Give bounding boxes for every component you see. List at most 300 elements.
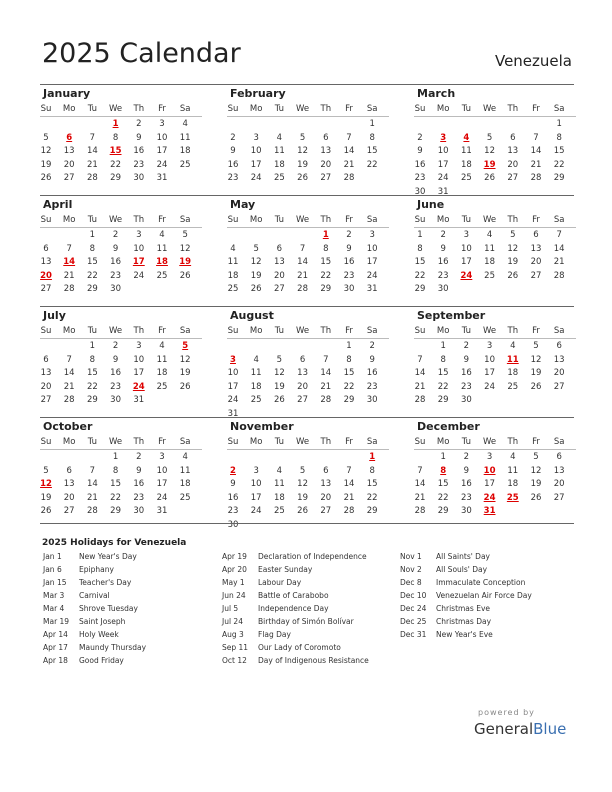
day: 3 xyxy=(159,452,165,462)
weekday-header: Fr xyxy=(532,215,540,225)
day: 1 xyxy=(440,452,446,462)
day: 27 xyxy=(40,395,52,405)
day: 21 xyxy=(86,492,98,503)
weekday-header: Sa xyxy=(553,104,565,114)
holiday-name: Immaculate Conception xyxy=(436,578,526,587)
day: 11 xyxy=(250,368,262,378)
weekday-header: Mo xyxy=(62,104,76,114)
month-november xyxy=(227,418,389,528)
day: 12 xyxy=(273,368,285,378)
day: 30 xyxy=(437,284,449,294)
month-row xyxy=(40,306,574,417)
day: 13 xyxy=(553,465,565,476)
day: 16 xyxy=(366,368,378,378)
holiday-date: Dec 10 xyxy=(400,591,427,600)
day: 7 xyxy=(89,132,96,143)
day: 6 xyxy=(556,341,562,351)
holiday-name: Saint Joseph xyxy=(79,617,126,626)
day: 17 xyxy=(484,368,495,378)
day: 30 xyxy=(460,395,472,405)
day: 3 xyxy=(253,132,259,143)
day: 4 xyxy=(182,452,188,462)
month-may xyxy=(227,196,389,306)
day: 1 xyxy=(112,452,119,462)
holiday-day: 17 xyxy=(132,257,145,267)
day: 7 xyxy=(533,132,539,143)
day: 7 xyxy=(417,465,423,476)
month-name: July xyxy=(43,309,66,322)
day: 26 xyxy=(297,506,308,516)
day: 6 xyxy=(66,465,72,476)
day: 5 xyxy=(182,230,188,240)
day: 10 xyxy=(156,132,168,143)
weekday-divider xyxy=(40,116,202,117)
day: 23 xyxy=(460,381,472,392)
holiday-name: Good Friday xyxy=(79,656,124,665)
day: 31 xyxy=(156,173,168,183)
weekday-header: Sa xyxy=(366,326,378,336)
weekday-divider xyxy=(227,449,389,450)
day: 20 xyxy=(530,257,542,267)
holiday-name: Carnival xyxy=(79,591,110,600)
day: 4 xyxy=(510,341,516,351)
day: 11 xyxy=(156,243,168,254)
day: 16 xyxy=(227,492,239,503)
day: 24 xyxy=(156,159,168,170)
holiday-day: 3 xyxy=(230,354,236,365)
day: 4 xyxy=(276,465,283,476)
weekday-header: Th xyxy=(507,326,519,336)
holidays-title: 2025 Holidays for Venezuela xyxy=(42,538,187,548)
day: 4 xyxy=(510,452,516,462)
day: 3 xyxy=(486,341,493,351)
weekday-header: Th xyxy=(320,215,332,225)
day: 12 xyxy=(297,146,308,156)
holiday-name: New Year's Eve xyxy=(436,630,493,639)
weekday-header: Su xyxy=(40,437,52,447)
holiday-date: Sep 11 xyxy=(222,643,249,652)
day: 27 xyxy=(507,173,519,183)
day: 28 xyxy=(530,173,542,183)
weekday-header: Su xyxy=(227,104,239,114)
day: 4 xyxy=(486,230,493,240)
weekday-header: Fr xyxy=(158,215,166,225)
day: 12 xyxy=(530,354,542,365)
country-name: Venezuela xyxy=(494,52,572,70)
day: 30 xyxy=(460,506,472,516)
day: 13 xyxy=(553,354,565,365)
day: 15 xyxy=(320,257,332,267)
weekday-header: Fr xyxy=(158,437,166,447)
day: 2 xyxy=(440,230,446,240)
day: 27 xyxy=(320,506,332,516)
weekday-header: Fr xyxy=(158,326,166,336)
day: 31 xyxy=(437,186,449,197)
day: 29 xyxy=(86,395,98,405)
day: 1 xyxy=(440,341,446,351)
day: 29 xyxy=(86,284,98,294)
day: 7 xyxy=(556,230,562,240)
day: 13 xyxy=(63,479,75,489)
weekday-header: Th xyxy=(507,104,519,114)
holiday-name: Holy Week xyxy=(79,630,119,639)
day: 15 xyxy=(437,368,449,378)
weekday-header: Sa xyxy=(553,215,565,225)
day: 14 xyxy=(343,479,355,489)
holiday-day: 19 xyxy=(179,257,192,267)
weekday-divider xyxy=(414,116,576,117)
day: 19 xyxy=(297,492,308,503)
day: 6 xyxy=(276,243,283,254)
holiday-day: 20 xyxy=(40,270,52,281)
day: 23 xyxy=(110,270,121,281)
holiday-day: 24 xyxy=(460,270,473,281)
weekday-header: We xyxy=(109,437,123,447)
weekday-header: Mo xyxy=(62,215,76,225)
day: 22 xyxy=(366,492,378,503)
weekday-header: Fr xyxy=(345,326,353,336)
day: 9 xyxy=(230,146,236,156)
day: 23 xyxy=(343,270,355,281)
month-row xyxy=(40,417,574,528)
day: 16 xyxy=(460,479,472,489)
holiday-date: Dec 24 xyxy=(400,604,427,613)
day: 2 xyxy=(136,452,142,462)
day: 25 xyxy=(507,381,519,392)
day: 7 xyxy=(323,354,329,365)
weekday-header: Sa xyxy=(553,437,565,447)
day: 9 xyxy=(369,354,375,365)
day: 4 xyxy=(159,341,165,351)
weekday-header: Su xyxy=(40,215,52,225)
month-name: February xyxy=(230,87,286,100)
day: 7 xyxy=(66,354,72,365)
day: 31 xyxy=(156,506,168,516)
holiday-name: Christmas Day xyxy=(436,617,492,626)
day: 2 xyxy=(417,132,423,143)
day: 21 xyxy=(297,270,308,281)
day: 9 xyxy=(463,465,470,476)
day: 10 xyxy=(250,479,262,489)
holiday-name: All Saints' Day xyxy=(436,552,490,561)
holiday-date: Jul 24 xyxy=(222,617,243,626)
day: 3 xyxy=(369,230,375,240)
holiday-date: Jan 1 xyxy=(43,552,62,561)
weekday-header: Tu xyxy=(274,215,285,225)
weekday-header: Tu xyxy=(461,437,472,447)
holiday-name: Day of Indigenous Resistance xyxy=(258,656,369,665)
day: 25 xyxy=(250,395,262,405)
day: 29 xyxy=(414,284,426,294)
day: 17 xyxy=(437,159,449,170)
day: 1 xyxy=(417,230,423,240)
weekday-header: Su xyxy=(414,437,426,447)
weekday-header: We xyxy=(296,215,310,225)
day: 29 xyxy=(110,173,121,183)
day: 23 xyxy=(460,492,472,503)
day: 30 xyxy=(110,395,121,405)
day: 18 xyxy=(507,479,519,489)
holiday-day: 24 xyxy=(483,492,496,503)
holiday-day: 12 xyxy=(40,479,52,489)
day: 15 xyxy=(86,368,98,378)
day: 10 xyxy=(484,354,495,365)
day: 2 xyxy=(463,452,470,462)
holiday-day: 15 xyxy=(109,146,122,156)
month-september xyxy=(414,307,576,417)
day: 12 xyxy=(530,465,542,476)
day: 2 xyxy=(346,230,352,240)
day: 13 xyxy=(40,368,52,378)
day: 6 xyxy=(510,132,516,143)
day: 25 xyxy=(484,270,495,281)
month-december xyxy=(414,418,576,528)
day: 26 xyxy=(40,506,52,516)
day: 14 xyxy=(320,368,332,378)
day: 21 xyxy=(63,381,75,392)
day: 6 xyxy=(323,132,329,143)
day: 14 xyxy=(414,368,426,378)
day: 26 xyxy=(40,173,52,183)
weekday-header: Sa xyxy=(366,215,378,225)
day: 27 xyxy=(40,284,52,294)
day: 30 xyxy=(366,395,378,405)
day: 20 xyxy=(63,159,75,170)
day: 26 xyxy=(179,270,191,281)
day: 8 xyxy=(417,243,423,254)
weekday-divider xyxy=(414,449,576,450)
holiday-date: Jun 24 xyxy=(222,591,246,600)
day: 19 xyxy=(250,270,262,281)
day: 9 xyxy=(136,132,142,143)
holiday-date: Nov 2 xyxy=(400,565,422,574)
day: 5 xyxy=(276,354,283,365)
day: 24 xyxy=(156,492,168,503)
day: 10 xyxy=(133,243,145,254)
holiday-name: Labour Day xyxy=(258,578,302,587)
holiday-day: 2 xyxy=(230,465,236,476)
day: 24 xyxy=(250,506,262,516)
day: 6 xyxy=(299,354,306,365)
day: 8 xyxy=(556,132,562,143)
day: 17 xyxy=(484,479,495,489)
holiday-name: Teacher's Day xyxy=(79,578,132,587)
weekday-header: Tu xyxy=(87,104,98,114)
day: 17 xyxy=(460,257,472,267)
weekday-header: Sa xyxy=(179,437,191,447)
day: 8 xyxy=(323,243,329,254)
day: 4 xyxy=(159,230,165,240)
day: 8 xyxy=(89,243,96,254)
holiday-name: Birthday of Simón Bolívar xyxy=(258,617,354,626)
day: 3 xyxy=(463,230,470,240)
day: 8 xyxy=(89,354,96,365)
day: 29 xyxy=(320,284,332,294)
weekday-header: Th xyxy=(320,437,332,447)
day: 23 xyxy=(110,381,121,392)
holiday-day: 10 xyxy=(483,465,496,476)
day: 29 xyxy=(553,173,565,183)
month-name: December xyxy=(417,420,480,433)
day: 30 xyxy=(133,173,145,183)
day: 10 xyxy=(250,146,262,156)
day: 16 xyxy=(437,257,449,267)
day: 5 xyxy=(253,243,259,254)
holiday-day: 19 xyxy=(483,159,496,170)
weekday-header: Tu xyxy=(461,104,472,114)
day: 10 xyxy=(366,243,378,254)
day: 9 xyxy=(136,465,142,476)
day: 19 xyxy=(40,159,52,170)
day: 2 xyxy=(230,132,236,143)
weekday-header: Su xyxy=(414,215,426,225)
weekday-header: Sa xyxy=(366,104,378,114)
weekday-header: Su xyxy=(414,104,426,114)
day: 17 xyxy=(133,368,145,378)
day: 3 xyxy=(136,230,142,240)
day: 21 xyxy=(343,159,355,170)
weekday-divider xyxy=(227,227,389,228)
holiday-date: Mar 3 xyxy=(43,591,65,600)
day: 26 xyxy=(297,173,308,183)
day: 12 xyxy=(250,257,262,267)
day: 2 xyxy=(112,341,119,351)
day: 10 xyxy=(156,465,168,476)
day: 18 xyxy=(179,146,191,156)
holiday-date: Aug 3 xyxy=(222,630,244,639)
day: 28 xyxy=(414,506,426,516)
day: 20 xyxy=(507,159,519,170)
weekday-header: Tu xyxy=(461,326,472,336)
weekday-header: Sa xyxy=(179,326,191,336)
holiday-name: Shrove Tuesday xyxy=(79,604,138,613)
day: 15 xyxy=(437,479,449,489)
weekday-header: Su xyxy=(40,326,52,336)
weekday-header: We xyxy=(296,326,310,336)
day: 19 xyxy=(40,492,52,503)
day: 13 xyxy=(320,146,332,156)
holiday-name: Venezuelan Air Force Day xyxy=(436,591,532,600)
day: 5 xyxy=(533,452,539,462)
day: 16 xyxy=(110,368,121,378)
day: 11 xyxy=(273,479,285,489)
holiday-day: 14 xyxy=(63,257,76,267)
day: 24 xyxy=(366,270,378,281)
holiday-date: Dec 31 xyxy=(400,630,427,639)
weekday-header: Fr xyxy=(158,104,166,114)
day: 27 xyxy=(553,492,565,503)
day: 28 xyxy=(86,506,98,516)
day: 27 xyxy=(320,173,332,183)
month-name: March xyxy=(417,87,456,100)
month-february xyxy=(227,85,389,195)
month-name: November xyxy=(230,420,294,433)
weekday-header: We xyxy=(483,437,497,447)
month-row xyxy=(40,195,574,306)
day: 26 xyxy=(507,270,519,281)
day: 15 xyxy=(366,479,378,489)
day: 18 xyxy=(179,479,191,489)
weekday-header: Th xyxy=(507,437,519,447)
day: 1 xyxy=(556,119,562,129)
weekday-header: Th xyxy=(507,215,519,225)
day: 22 xyxy=(86,381,98,392)
day: 15 xyxy=(414,257,426,267)
day: 7 xyxy=(346,465,352,476)
month-name: October xyxy=(43,420,93,433)
weekday-header: Sa xyxy=(179,104,191,114)
day: 28 xyxy=(553,270,565,281)
brand-part1: General xyxy=(474,720,534,738)
day: 11 xyxy=(156,354,168,365)
day: 28 xyxy=(320,395,332,405)
holiday-date: Dec 8 xyxy=(400,578,422,587)
day: 19 xyxy=(530,479,542,489)
day: 9 xyxy=(463,354,470,365)
day: 12 xyxy=(179,354,191,365)
day: 4 xyxy=(276,132,283,143)
day: 17 xyxy=(156,479,168,489)
day: 20 xyxy=(297,381,308,392)
day: 18 xyxy=(156,368,168,378)
day: 22 xyxy=(414,270,426,281)
day: 7 xyxy=(89,465,96,476)
holiday-day: 8 xyxy=(440,465,447,476)
weekday-divider xyxy=(40,227,202,228)
day: 14 xyxy=(530,146,542,156)
day: 28 xyxy=(414,395,426,405)
day: 17 xyxy=(250,492,262,503)
day: 9 xyxy=(346,243,352,254)
weekday-header: Mo xyxy=(249,437,263,447)
month-name: May xyxy=(230,198,256,211)
day: 15 xyxy=(343,368,355,378)
holiday-day: 1 xyxy=(322,230,329,240)
day: 20 xyxy=(273,270,285,281)
day: 5 xyxy=(43,132,49,143)
weekday-header: Sa xyxy=(553,326,565,336)
day: 30 xyxy=(343,284,355,294)
day: 27 xyxy=(553,381,565,392)
weekday-divider xyxy=(414,227,576,228)
weekday-header: Sa xyxy=(179,215,191,225)
day: 17 xyxy=(366,257,378,267)
weekday-divider xyxy=(40,338,202,339)
holiday-name: Christmas Eve xyxy=(436,604,490,613)
holiday-day: 11 xyxy=(506,354,519,365)
day: 27 xyxy=(297,395,308,405)
day: 16 xyxy=(460,368,472,378)
weekday-header: Mo xyxy=(436,104,450,114)
day: 28 xyxy=(63,284,75,294)
day: 21 xyxy=(414,381,426,392)
day: 1 xyxy=(346,341,352,351)
day: 14 xyxy=(297,257,308,267)
day: 25 xyxy=(460,173,472,183)
weekday-header: Mo xyxy=(436,437,450,447)
day: 6 xyxy=(43,354,49,365)
day: 23 xyxy=(133,159,145,170)
holiday-name: Declaration of Independence xyxy=(258,552,367,561)
weekday-header: Th xyxy=(133,437,145,447)
day: 14 xyxy=(86,479,98,489)
holiday-date: Apr 14 xyxy=(43,630,68,639)
holiday-name: Independence Day xyxy=(258,604,329,613)
holiday-date: Nov 1 xyxy=(400,552,422,561)
holiday-day: 4 xyxy=(463,132,470,143)
day: 29 xyxy=(437,395,449,405)
holiday-name: Easter Sunday xyxy=(258,565,313,574)
